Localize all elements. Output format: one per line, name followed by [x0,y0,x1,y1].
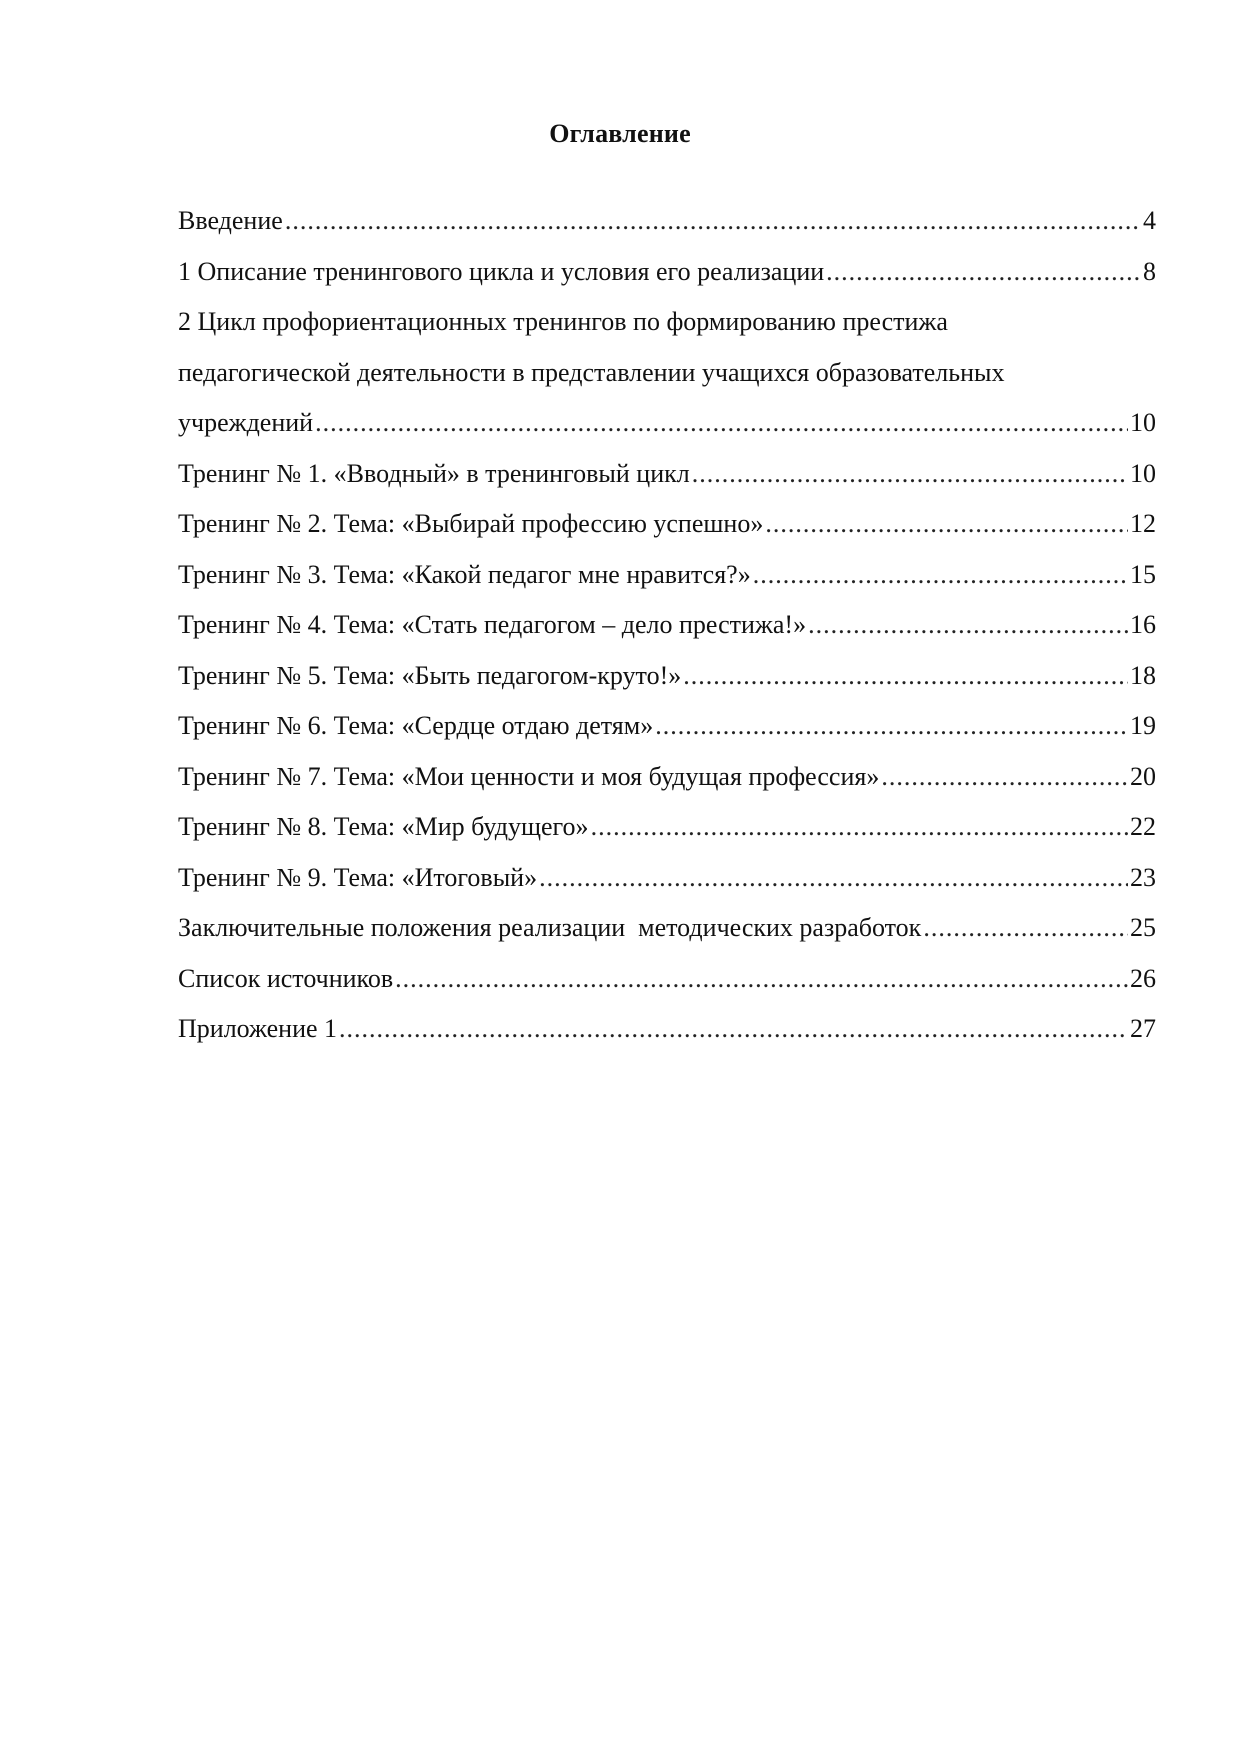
toc-dot-leader [923,903,1128,954]
toc-entry-text: Тренинг № 6. Тема: «Сердце отдаю детям» [178,711,654,740]
toc-page-number: 27 [1130,1014,1156,1043]
page-title: Оглавление [549,119,691,148]
toc-dot-leader [655,701,1128,752]
toc-entry-text: Тренинг № 9. Тема: «Итоговый» [178,862,538,892]
toc-entry[interactable] [178,903,1156,954]
toc-dot-leader [395,954,1128,1005]
toc-dot-leader [591,802,1128,853]
toc-entry-text: Тренинг № 4. Тема: «Стать педагогом – дело престижа!» [178,610,807,639]
toc-entry-text: 1 Описание тренингового цикла и условия его реализации [178,256,825,286]
toc-entry[interactable] [178,802,1156,853]
toc-entry[interactable] [178,853,1156,904]
toc-entry-text: Введение [178,206,283,235]
toc-entry[interactable] [178,550,1156,601]
toc-dot-leader [539,853,1128,904]
toc-entry[interactable] [178,954,1156,1005]
toc-dot-leader [753,550,1128,601]
toc-entry[interactable] [178,196,1156,247]
toc-page-number: 26 [1130,963,1156,993]
toc-dot-leader [339,1004,1128,1055]
toc-entry[interactable] [178,247,1156,298]
toc-entry-text: Тренинг № 8. Тема: «Мир будущего» [178,812,589,841]
toc-dot-leader [881,752,1128,803]
toc-entry-text: Тренинг № 1. «Вводный» в тренинговый цикл [178,458,690,488]
toc-entry-text: Тренинг № 5. Тема: «Быть педагогом-круто!» [178,660,682,690]
toc-page-number: 4 [1143,206,1156,235]
toc-entry-text: Список источников [178,963,394,993]
toc-page-number: 23 [1130,862,1156,892]
toc-entry-text: Заключительные положения реализации методических разработок [178,913,922,942]
toc-page-number: 15 [1130,559,1156,589]
toc-page-number: 22 [1130,812,1156,841]
toc-entry-text-line: учреждений [178,408,314,437]
toc-page-number: 16 [1130,610,1156,639]
toc-page-number: 18 [1130,660,1156,690]
toc-entry[interactable] [178,600,1156,651]
toc-page-number: 19 [1130,711,1156,740]
toc-entry[interactable] [178,651,1156,702]
toc-entry[interactable] [178,499,1156,550]
toc-entry[interactable] [178,1004,1156,1055]
toc-entry[interactable] [178,297,1156,449]
toc-page-number: 25 [1130,913,1156,942]
toc-dot-leader [683,651,1128,702]
toc-page-number: 8 [1143,256,1156,286]
toc-entry[interactable] [178,449,1156,500]
toc-entry-text-line: 2 Цикл профориентационных тренингов по формированию престижа [178,307,948,336]
toc-dot-leader [285,196,1141,247]
toc-entry[interactable] [178,701,1156,752]
toc-dot-leader [826,247,1141,298]
toc-dot-leader [765,499,1128,550]
table-of-contents [178,196,1156,1055]
toc-dot-leader [808,600,1128,651]
toc-page-number: 12 [1130,509,1156,538]
toc-entry-text: Тренинг № 3. Тема: «Какой педагог мне нравится?» [178,559,751,589]
toc-entry[interactable] [178,752,1156,803]
toc-page-number: 20 [1130,761,1156,791]
toc-entry-text: Тренинг № 2. Тема: «Выбирай профессию успешно» [178,509,764,538]
toc-entry-text: Приложение 1 [178,1014,338,1043]
toc-entry-text: Тренинг № 7. Тема: «Мои ценности и моя будущая профессия» [178,761,880,791]
toc-page-number: 10 [1130,458,1156,488]
toc-dot-leader [692,449,1128,500]
toc-dot-leader [315,398,1128,449]
toc-entry-text-line: педагогической деятельности в представлении учащихся образовательных [178,357,1005,387]
toc-page-number: 10 [1130,408,1156,437]
